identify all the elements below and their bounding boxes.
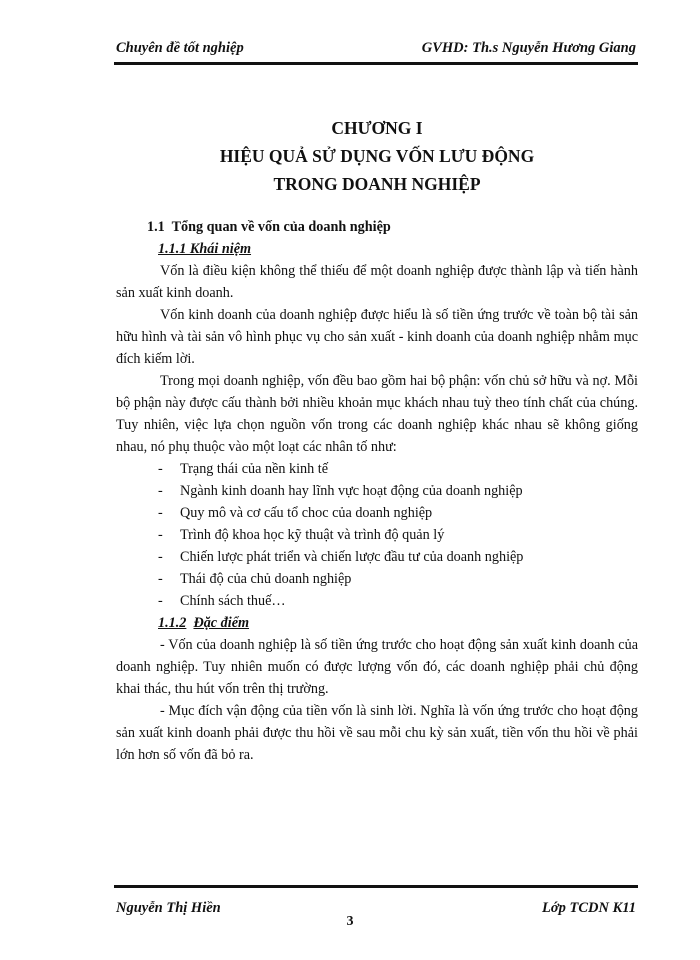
bullet-marker: -	[158, 527, 163, 543]
list-item	[116, 590, 638, 612]
bullet-marker: -	[158, 571, 163, 587]
list-item-text: Ngành kinh doanh hay lĩnh vực hoạt động của doanh nghiệp	[180, 483, 523, 499]
header-rule	[114, 62, 638, 65]
paragraph: Vốn kinh doanh của doanh nghiệp được hiểu là số tiền ứng trước về toàn bộ tài sản hữu hình và tài sản vô hình phục vụ cho sản xuất - kinh doanh của doanh nghiệp nhằm mục đích kiếm lời.	[116, 307, 638, 367]
section-heading-1-1	[116, 216, 638, 238]
paragraph: - Mục đích vận động của tiền vốn là sinh lời. Nghĩa là vốn ứng trước cho hoạt động sản xuất kinh doanh phải được thu hồi về sau mỗi chu kỳ sản xuất, tiền vốn thu hồi về phải lớn hơn số vốn đã bỏ ra.	[116, 703, 638, 763]
document-body	[116, 216, 638, 766]
header-right-supervisor: GVHD: Th.s Nguyễn Hương Giang	[421, 40, 636, 56]
footer-rule	[114, 885, 638, 888]
paragraph: Trong mọi doanh nghiệp, vốn đều bao gồm hai bộ phận: vốn chủ sở hữu và nợ. Mỗi bộ phận này được cấu thành bởi nhiều khoản mục khách nhau tuỳ theo tính chất của chúng. Tuy nhiên, việc lựa chọn nguồn vốn trong các doanh nghiệp khác nhau sẽ không giống nhau, nó phụ thuộc vào một loạt các nhân tố như:	[116, 373, 638, 455]
list-item-text: Trạng thái của nền kinh tế	[180, 461, 329, 477]
chapter-number: CHƯƠNG I	[331, 118, 423, 138]
footer-class: Lớp TCDN K11	[542, 900, 636, 916]
list-item	[116, 568, 638, 590]
section-number: 1.1	[147, 219, 165, 235]
bullet-marker: -	[158, 593, 163, 609]
list-item	[116, 546, 638, 568]
chapter-heading	[116, 114, 638, 198]
bullet-marker: -	[158, 549, 163, 565]
header-left-title: Chuyên đề tốt nghiệp	[116, 40, 244, 56]
list-item	[116, 502, 638, 524]
subsection-title: 1.1.1 Khái niệm	[158, 241, 252, 257]
list-item-text: Trình độ khoa học kỹ thuật và trình độ quản lý	[180, 527, 445, 543]
page-number: 3	[346, 914, 354, 929]
bullet-marker: -	[158, 483, 163, 499]
section-title: Tổng quan về vốn của doanh nghiệp	[171, 219, 391, 235]
subsection-heading-1-1-2	[116, 612, 638, 634]
factor-list	[116, 458, 638, 612]
subsection-number: 1.1.2	[158, 615, 187, 631]
list-item	[116, 480, 638, 502]
list-item-text: Quy mô và cơ cấu tổ choc của doanh nghiệp	[180, 505, 433, 521]
bullet-marker: -	[158, 505, 163, 521]
bullet-marker: -	[158, 461, 163, 477]
paragraph: - Vốn của doanh nghiệp là số tiền ứng trước cho hoạt động sản xuất kinh doanh của doanh nghiệp. Tuy nhiên muốn có được lượng vốn đó, các doanh nghiệp phải chủ động khai thác, thu hút vốn trên thị trường.	[116, 637, 638, 697]
chapter-title-line1: HIỆU QUẢ SỬ DỤNG VỐN LƯU ĐỘNG	[219, 146, 535, 166]
list-item-text: Thái độ của chủ doanh nghiệp	[180, 571, 352, 587]
paragraph: Vốn là điều kiện không thể thiếu để một doanh nghiệp được thành lập và tiến hành sản xuất kinh doanh.	[116, 263, 638, 301]
list-item	[116, 524, 638, 546]
subsection-heading-1-1-1	[116, 238, 638, 260]
chapter-title-line2: TRONG DOANH NGHIỆP	[273, 174, 481, 194]
list-item-text: Chiến lược phát triển và chiến lược đầu tư của doanh nghiệp	[180, 549, 524, 565]
subsection-title: Đặc điểm	[193, 615, 250, 631]
list-item-text: Chính sách thuế…	[180, 593, 286, 609]
page-header	[116, 40, 636, 57]
footer-author: Nguyễn Thị Hiền	[116, 900, 221, 916]
list-item	[116, 458, 638, 480]
